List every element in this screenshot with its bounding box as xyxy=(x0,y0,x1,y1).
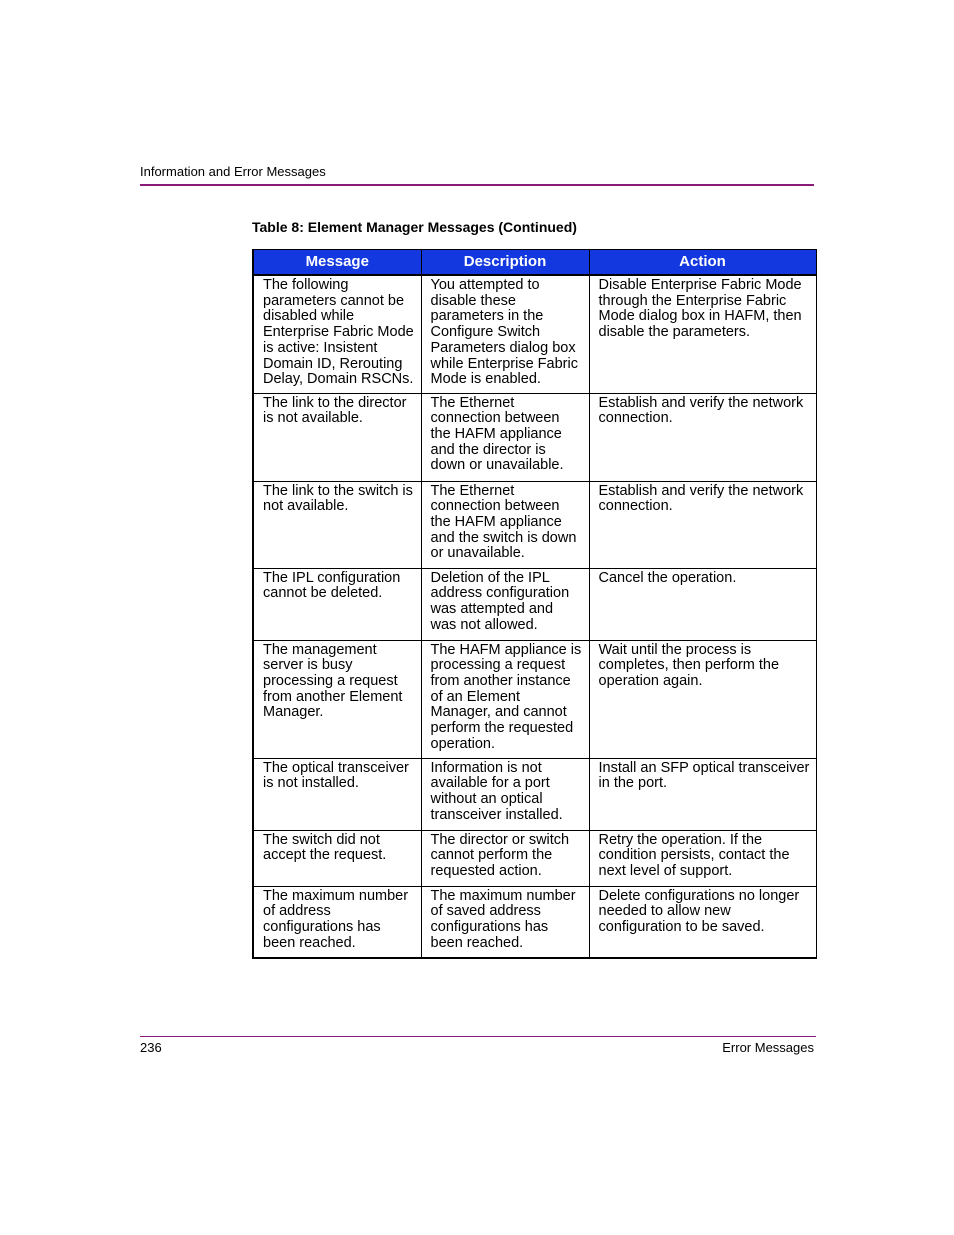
description-cell: Deletion of the IPL address configuration was attempted and was not allowed. xyxy=(421,568,589,640)
action-cell: Cancel the operation. xyxy=(589,568,816,640)
table-row xyxy=(253,481,816,568)
table-row xyxy=(253,568,816,640)
action-cell: Delete configurations no longer needed to allow new configuration to be saved. xyxy=(589,886,816,958)
footer-section-title: Error Messages xyxy=(722,1040,814,1055)
footer-rule xyxy=(140,1036,816,1037)
table-header-row xyxy=(253,250,816,276)
action-cell: Establish and verify the network connection. xyxy=(589,393,816,481)
column-header-description: Description xyxy=(421,250,589,276)
action-cell: Establish and verify the network connection. xyxy=(589,481,816,568)
action-cell: Retry the operation. If the condition persists, contact the next level of support. xyxy=(589,830,816,886)
table-row xyxy=(253,275,816,393)
element-manager-messages-table xyxy=(252,249,817,959)
running-head-title: Information and Error Messages xyxy=(140,164,326,179)
table-caption: Table 8: Element Manager Messages (Continued) xyxy=(252,219,577,235)
header-rule xyxy=(140,184,814,186)
description-cell: You attempted to disable these parameters in the Configure Switch Parameters dialog box while Enterprise Fabric Mode is enabled. xyxy=(421,275,589,393)
message-cell: The management server is busy processing a request from another Element Manager. xyxy=(253,640,421,758)
table-row xyxy=(253,830,816,886)
message-cell: The maximum number of address configurations has been reached. xyxy=(253,886,421,958)
action-cell: Install an SFP optical transceiver in the port. xyxy=(589,758,816,830)
table-row xyxy=(253,758,816,830)
column-header-action: Action xyxy=(589,250,816,276)
table-row xyxy=(253,640,816,758)
description-cell: The maximum number of saved address configurations has been reached. xyxy=(421,886,589,958)
description-cell: The Ethernet connection between the HAFM appliance and the switch is down or unavailable. xyxy=(421,481,589,568)
message-cell: The link to the switch is not available. xyxy=(253,481,421,568)
message-cell: The following parameters cannot be disabled while Enterprise Fabric Mode is active: Insistent Domain ID, Rerouting Delay, Domain RSCNs. xyxy=(253,275,421,393)
page-number: 236 xyxy=(140,1040,162,1055)
action-cell: Wait until the process is completes, then perform the operation again. xyxy=(589,640,816,758)
action-cell: Disable Enterprise Fabric Mode through the Enterprise Fabric Mode dialog box in HAFM, then disable the parameters. xyxy=(589,275,816,393)
message-cell: The link to the director is not available. xyxy=(253,393,421,481)
column-header-message: Message xyxy=(253,250,421,276)
table-row xyxy=(253,393,816,481)
message-cell: The IPL configuration cannot be deleted. xyxy=(253,568,421,640)
message-cell: The switch did not accept the request. xyxy=(253,830,421,886)
description-cell: The HAFM appliance is processing a request from another instance of an Element Manager, and cannot perform the requested operation. xyxy=(421,640,589,758)
description-cell: The director or switch cannot perform the requested action. xyxy=(421,830,589,886)
message-cell: The optical transceiver is not installed. xyxy=(253,758,421,830)
description-cell: Information is not available for a port without an optical transceiver installed. xyxy=(421,758,589,830)
description-cell: The Ethernet connection between the HAFM appliance and the director is down or unavailable. xyxy=(421,393,589,481)
table-row xyxy=(253,886,816,958)
